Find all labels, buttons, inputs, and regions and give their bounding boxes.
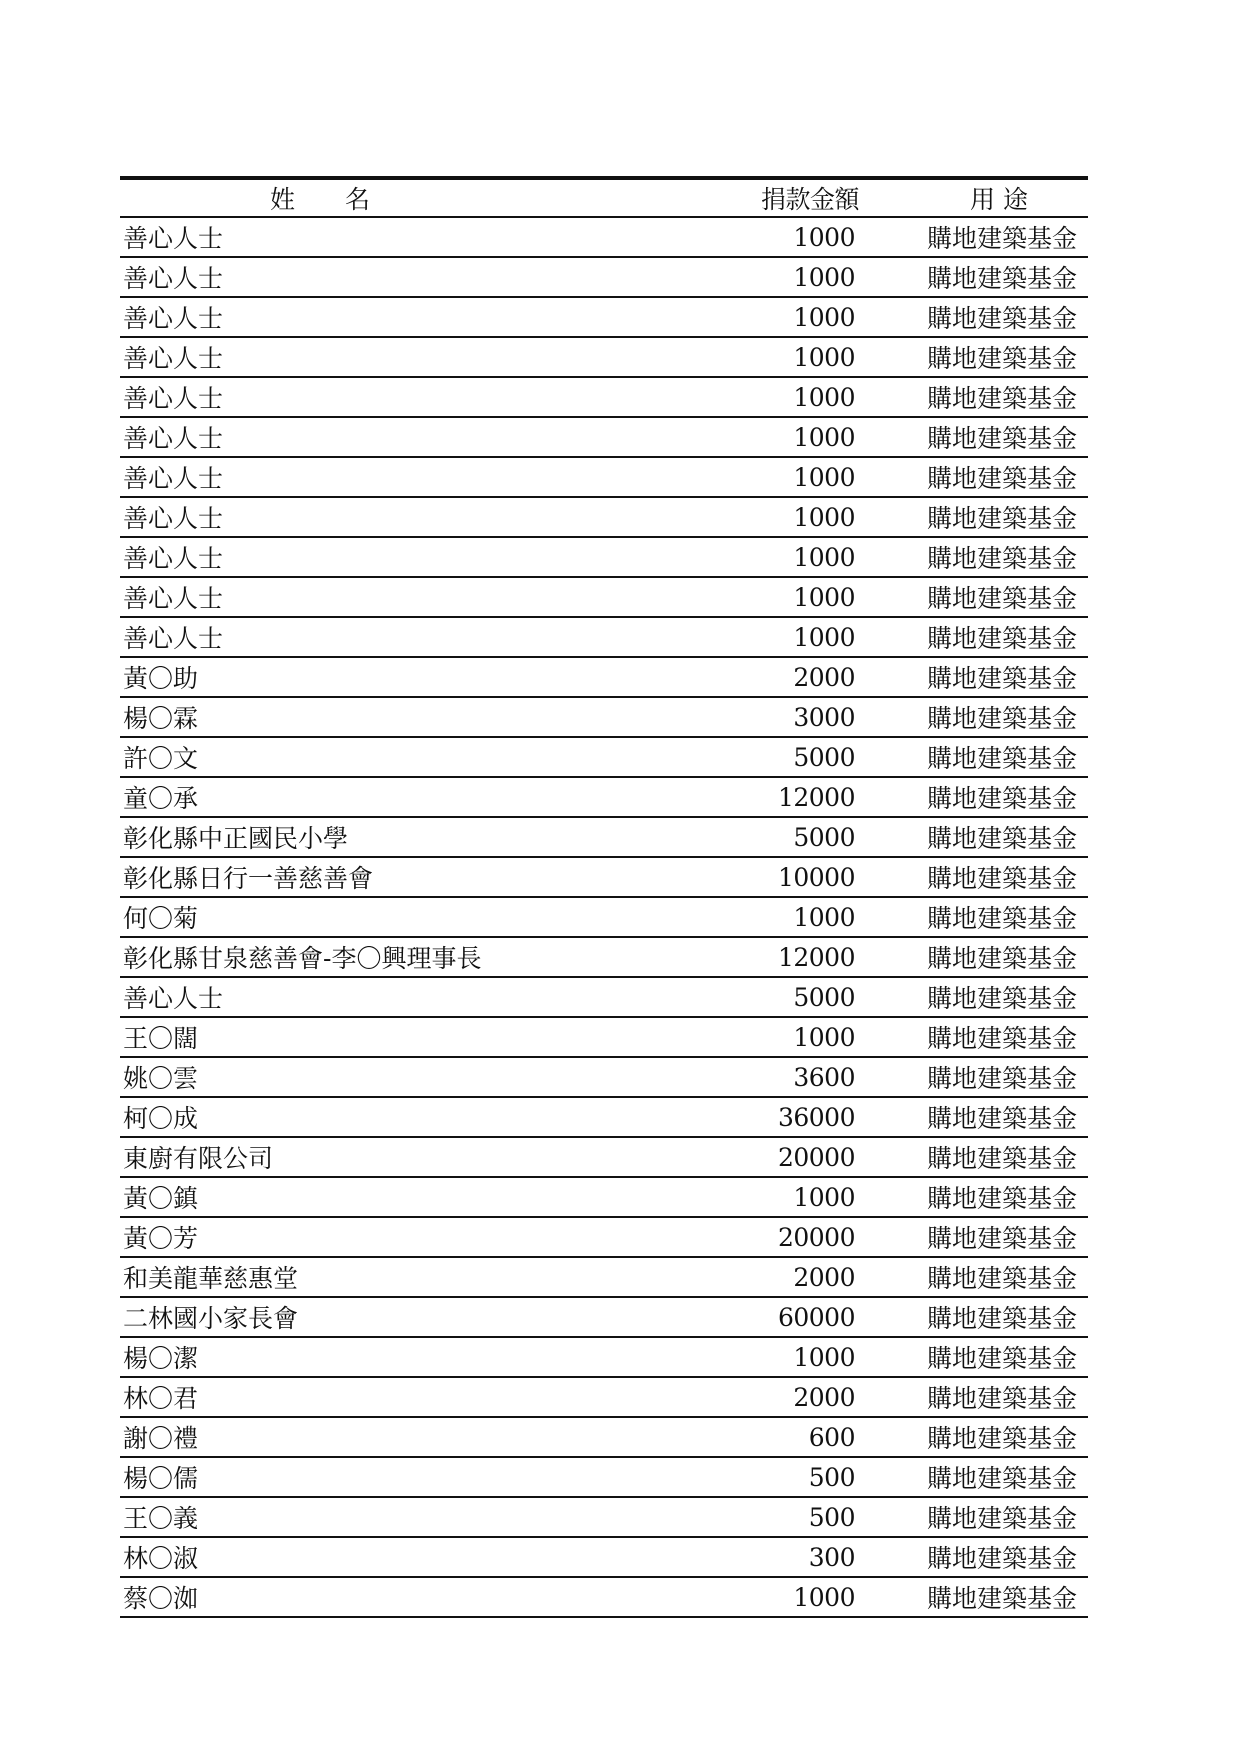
donation-amount-cell: 500 [808,1462,855,1492]
header-amount: 捐款金額 [760,185,859,214]
table-row [120,938,1088,978]
donation-amount-cell: 1000 [793,262,855,292]
donation-amount-cell: 2000 [793,662,855,692]
donor-name-cell: 善心人士 [123,544,224,573]
donor-name-cell: 彰化縣日行一善慈善會 [123,864,374,893]
donation-amount-cell: 5000 [793,982,855,1012]
header-name: 姓 名 [269,185,370,214]
table-row [120,578,1088,618]
table-body [120,218,1088,1618]
table-row [120,1098,1088,1138]
donation-purpose-cell: 購地建築基金 [926,1384,1077,1413]
donor-name-cell: 王〇義 [123,1504,199,1533]
table-row [120,1258,1088,1298]
table-row [120,498,1088,538]
donation-table [120,176,1088,1618]
donation-purpose-cell: 購地建築基金 [926,904,1077,933]
donor-name-cell: 善心人士 [123,424,224,453]
donor-name-cell: 二林國小家長會 [123,1304,299,1333]
donation-amount-cell: 1000 [793,542,855,572]
donation-purpose-cell: 購地建築基金 [926,784,1077,813]
table-row [120,1418,1088,1458]
donation-purpose-cell: 購地建築基金 [926,1024,1077,1053]
donation-purpose-cell: 購地建築基金 [926,544,1077,573]
table-row [120,1338,1088,1378]
donor-name-cell: 和美龍華慈惠堂 [123,1264,299,1293]
donation-purpose-cell: 購地建築基金 [926,504,1077,533]
donor-name-cell: 黃〇鎮 [123,1184,199,1213]
donor-name-cell: 楊〇霖 [123,704,199,733]
table-row [120,738,1088,778]
table-row [120,898,1088,938]
donation-purpose-cell: 購地建築基金 [926,824,1077,853]
table-row [120,1538,1088,1578]
donation-amount-cell: 60000 [777,1302,855,1332]
donation-purpose-cell: 購地建築基金 [926,1064,1077,1093]
donor-name-cell: 東廚有限公司 [123,1144,274,1173]
table-header-row [120,180,1088,218]
donor-name-cell: 彰化縣中正國民小學 [123,824,349,853]
table-row [120,618,1088,658]
donation-amount-cell: 1000 [793,582,855,612]
donation-purpose-cell: 購地建築基金 [926,344,1077,373]
donation-amount-cell: 1000 [793,302,855,332]
donor-name-cell: 黃〇助 [123,664,199,693]
table-row [120,378,1088,418]
donation-purpose-cell: 購地建築基金 [926,664,1077,693]
donation-amount-cell: 1000 [793,1582,855,1612]
donation-amount-cell: 2000 [793,1262,855,1292]
donor-name-cell: 善心人士 [123,384,224,413]
table-row [120,1178,1088,1218]
donation-purpose-cell: 購地建築基金 [926,1224,1077,1253]
table-row [120,218,1088,258]
donor-name-cell: 彰化縣甘泉慈善會-李〇興理事長 [123,944,482,973]
donor-name-cell: 姚〇雲 [123,1064,199,1093]
donation-amount-cell: 3600 [793,1062,855,1092]
donor-name-cell: 善心人士 [123,344,224,373]
donation-amount-cell: 1000 [793,1022,855,1052]
table-row [120,1138,1088,1178]
donor-name-cell: 王〇闊 [123,1024,199,1053]
donation-purpose-cell: 購地建築基金 [926,384,1077,413]
donor-name-cell: 善心人士 [123,264,224,293]
donation-purpose-cell: 購地建築基金 [926,304,1077,333]
donation-amount-cell: 5000 [793,742,855,772]
donor-name-cell: 善心人士 [123,584,224,613]
donation-purpose-cell: 購地建築基金 [926,1264,1077,1293]
table-row [120,1058,1088,1098]
donation-purpose-cell: 購地建築基金 [926,1304,1077,1333]
table-row [120,858,1088,898]
table-row [120,1218,1088,1258]
donation-amount-cell: 1000 [793,902,855,932]
donor-name-cell: 柯〇成 [123,1104,199,1133]
donation-amount-cell: 500 [808,1502,855,1532]
table-row [120,698,1088,738]
donation-purpose-cell: 購地建築基金 [926,1584,1077,1613]
donor-name-cell: 童〇承 [123,784,199,813]
donation-amount-cell: 1000 [793,342,855,372]
donation-purpose-cell: 購地建築基金 [926,464,1077,493]
donation-purpose-cell: 購地建築基金 [926,744,1077,773]
table-row [120,338,1088,378]
donor-name-cell: 善心人士 [123,504,224,533]
donation-amount-cell: 1000 [793,622,855,652]
table-row [120,1378,1088,1418]
donation-amount-cell: 1000 [793,462,855,492]
donation-amount-cell: 3000 [793,702,855,732]
donor-name-cell: 何〇菊 [123,904,199,933]
donor-name-cell: 楊〇儒 [123,1464,199,1493]
donation-purpose-cell: 購地建築基金 [926,984,1077,1013]
donor-name-cell: 黃〇芳 [123,1224,199,1253]
donation-purpose-cell: 購地建築基金 [926,864,1077,893]
table-row [120,258,1088,298]
donor-name-cell: 許〇文 [123,744,199,773]
donation-purpose-cell: 購地建築基金 [926,424,1077,453]
donation-amount-cell: 1000 [793,502,855,532]
donation-purpose-cell: 購地建築基金 [926,224,1077,253]
donation-amount-cell: 1000 [793,422,855,452]
donation-purpose-cell: 購地建築基金 [926,1544,1077,1573]
donation-purpose-cell: 購地建築基金 [926,1184,1077,1213]
donor-name-cell: 林〇君 [123,1384,199,1413]
table-row [120,298,1088,338]
donor-name-cell: 善心人士 [123,464,224,493]
donation-purpose-cell: 購地建築基金 [926,1424,1077,1453]
table-row [120,818,1088,858]
table-row [120,1498,1088,1538]
donation-purpose-cell: 購地建築基金 [926,1344,1077,1373]
donation-purpose-cell: 購地建築基金 [926,584,1077,613]
donation-amount-cell: 12000 [777,942,855,972]
donation-purpose-cell: 購地建築基金 [926,264,1077,293]
donation-amount-cell: 1000 [793,1342,855,1372]
donor-name-cell: 楊〇潔 [123,1344,199,1373]
donor-name-cell: 善心人士 [123,984,224,1013]
donation-amount-cell: 20000 [777,1222,855,1252]
donor-name-cell: 林〇淑 [123,1544,199,1573]
donor-name-cell: 謝〇禮 [123,1424,199,1453]
donor-name-cell: 善心人士 [123,224,224,253]
donor-name-cell: 善心人士 [123,624,224,653]
donation-purpose-cell: 購地建築基金 [926,1464,1077,1493]
donor-name-cell: 蔡〇洳 [123,1584,199,1613]
donation-amount-cell: 36000 [777,1102,855,1132]
donation-purpose-cell: 購地建築基金 [926,944,1077,973]
table-row [120,1298,1088,1338]
donor-name-cell: 善心人士 [123,304,224,333]
donation-amount-cell: 1000 [793,1182,855,1212]
donation-amount-cell: 12000 [777,782,855,812]
donation-purpose-cell: 購地建築基金 [926,624,1077,653]
header-use: 用 途 [970,185,1028,214]
table-row [120,1018,1088,1058]
table-row [120,1458,1088,1498]
donation-purpose-cell: 購地建築基金 [926,1504,1077,1533]
donation-amount-cell: 1000 [793,222,855,252]
donation-amount-cell: 2000 [793,1382,855,1412]
table-row [120,978,1088,1018]
donation-purpose-cell: 購地建築基金 [926,1104,1077,1133]
donation-amount-cell: 5000 [793,822,855,852]
table-row [120,778,1088,818]
donation-amount-cell: 1000 [793,382,855,412]
donation-purpose-cell: 購地建築基金 [926,704,1077,733]
donation-amount-cell: 300 [808,1542,855,1572]
donation-amount-cell: 600 [808,1422,855,1452]
donation-amount-cell: 10000 [777,862,855,892]
table-row [120,1578,1088,1618]
table-row [120,458,1088,498]
donation-purpose-cell: 購地建築基金 [926,1144,1077,1173]
donation-amount-cell: 20000 [777,1142,855,1172]
table-row [120,418,1088,458]
table-row [120,538,1088,578]
table-row [120,658,1088,698]
